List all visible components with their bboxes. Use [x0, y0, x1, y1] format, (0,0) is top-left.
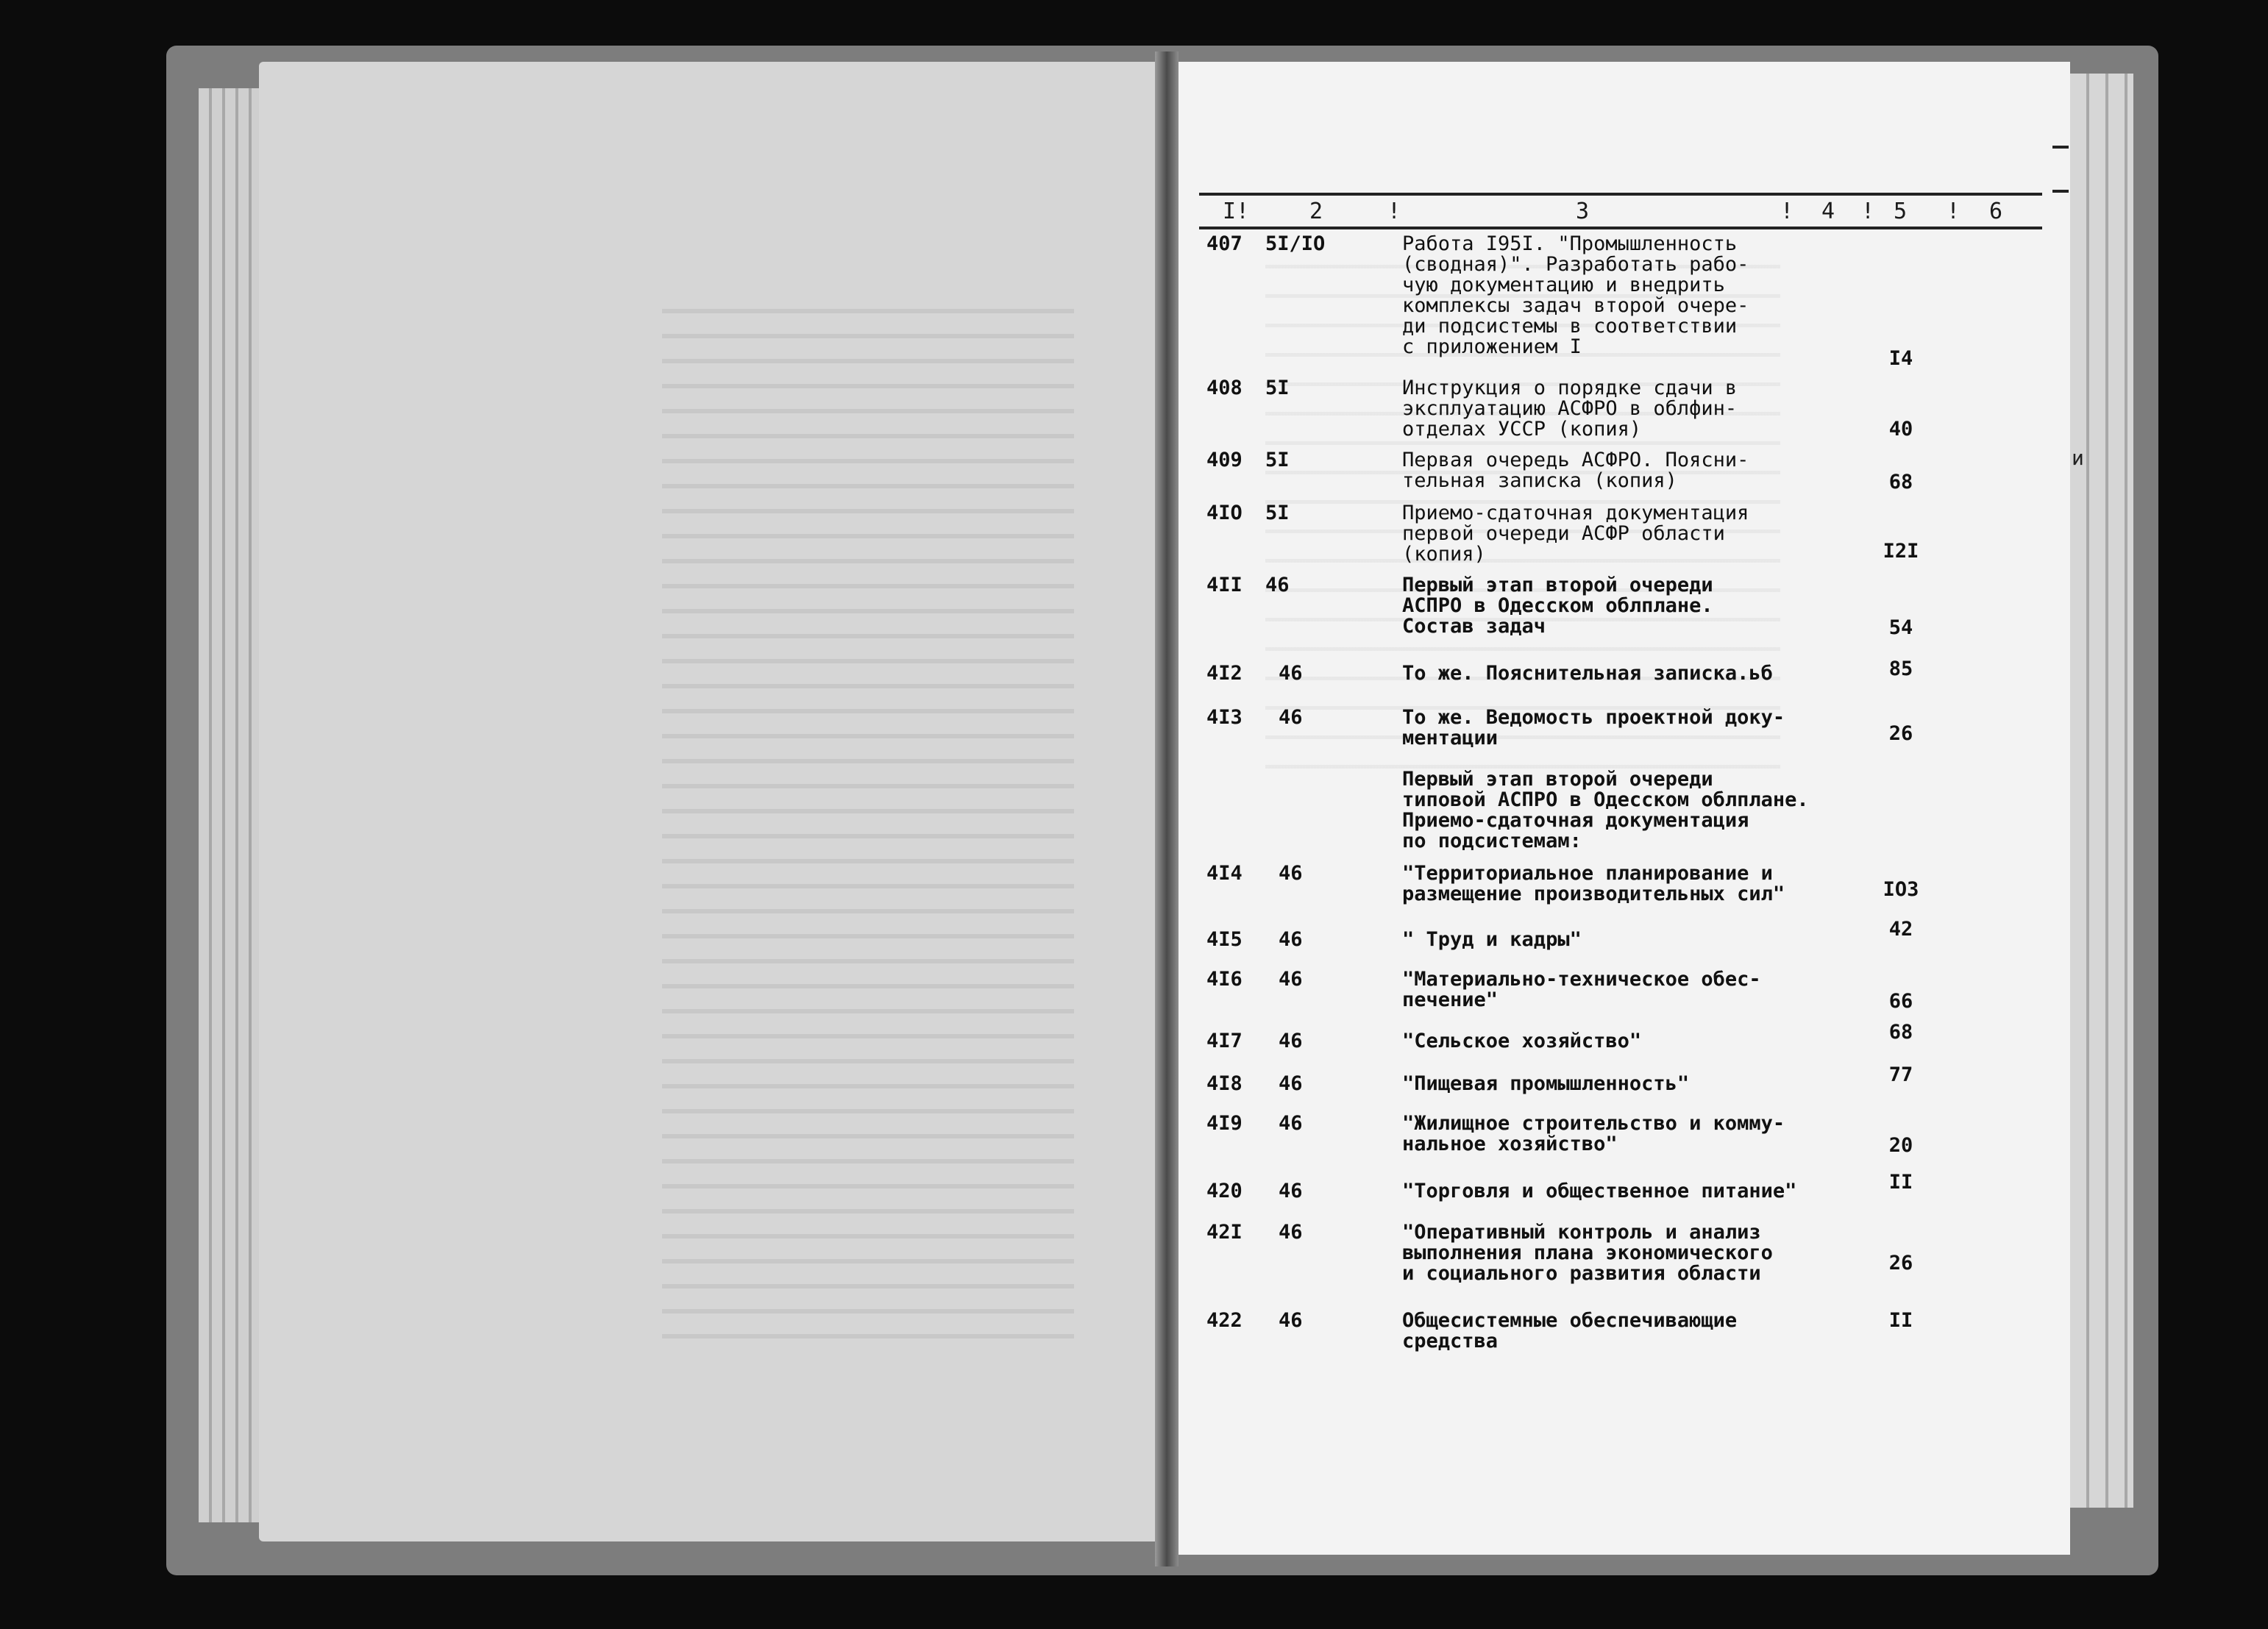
row-col-2: 46	[1279, 1309, 1303, 1332]
row-description: "Сельское хозяйство"	[1402, 1030, 1642, 1052]
header-col-2: 2	[1309, 199, 1323, 224]
row-page-count: 54	[1888, 616, 1913, 639]
row-page-count: 85	[1888, 657, 1913, 680]
header-col-6: 6	[1989, 199, 2003, 224]
row-page-count: 20	[1888, 1134, 1913, 1157]
row-description: " Труд и кадры"	[1402, 928, 1582, 951]
row-description: Общесистемные обеспечивающие средства	[1402, 1309, 1738, 1352]
row-page-count: 66	[1888, 990, 1913, 1013]
row-description: "Территориальное планирование и размещение производительных сил"	[1402, 862, 1785, 905]
row-page-count: 40	[1888, 418, 1913, 441]
row-page-count: 26	[1888, 1252, 1913, 1275]
row-description: Работа I95I. "Промышленность (сводная)". Разработать рабо- чую документацию и внедрить комплексы задач второй очере- ди подсистемы в соответствии с приложением I	[1402, 232, 1749, 358]
header-rule-top	[1199, 193, 2042, 196]
header-col-5: 5	[1894, 199, 1908, 224]
row-page-count: IO3	[1883, 878, 1919, 901]
row-page-count: 68	[1888, 1021, 1913, 1044]
row-page-count: I2I	[1883, 540, 1919, 563]
row-description: "Пищевая промышленность"	[1402, 1072, 1690, 1095]
row-col-2: 5I	[1265, 502, 1290, 524]
row-col-2: 46	[1279, 1072, 1303, 1095]
page-edge-mark	[2052, 190, 2069, 193]
header-col-4: 4	[1821, 199, 1835, 224]
row-description: То же. Ведомость проектной доку- ментации	[1402, 706, 1785, 749]
row-col-2: 5I	[1265, 449, 1290, 471]
row-number: 422	[1206, 1309, 1243, 1332]
row-col-2: 46	[1279, 1112, 1303, 1135]
row-col-2: 46	[1279, 968, 1303, 991]
row-col-2: 46	[1279, 928, 1303, 951]
header-col-3: 3	[1576, 199, 1590, 224]
row-number: 409	[1206, 449, 1243, 471]
header-separator: !	[1947, 199, 1960, 224]
margin-mark: и	[2072, 446, 2084, 470]
row-page-count: 42	[1888, 918, 1913, 941]
row-description: То же. Пояснительная записка.ьб	[1402, 662, 1773, 685]
right-page-edges	[2067, 74, 2133, 1508]
table-header	[1199, 193, 2042, 229]
row-number: 4IO	[1206, 502, 1243, 524]
row-description: "Материально-техническое обес- печение"	[1402, 968, 1761, 1011]
header-rule-bottom	[1199, 227, 2042, 229]
row-number: 407	[1206, 232, 1243, 255]
row-col-2: 46	[1279, 1221, 1303, 1244]
row-description: Первая очередь АСФРО. Поясни- тельная записка (копия)	[1402, 449, 1749, 492]
page-edge-mark	[2052, 146, 2069, 149]
row-col-2: 46	[1279, 862, 1303, 885]
row-col-2: 5I	[1265, 377, 1290, 399]
row-page-count: II	[1888, 1171, 1913, 1194]
row-number: 4I9	[1206, 1112, 1243, 1135]
header-separator: !	[1387, 199, 1401, 224]
row-page-count: 26	[1888, 722, 1913, 745]
row-col-2: 46	[1279, 1030, 1303, 1052]
row-number: 4I8	[1206, 1072, 1243, 1095]
row-number: 420	[1206, 1180, 1243, 1202]
row-number: 408	[1206, 377, 1243, 399]
row-number: 4I2	[1206, 662, 1243, 685]
row-number: 4I3	[1206, 706, 1243, 729]
section-heading-text: Первый этап второй очереди типовой АСПРО в Одесском облплане. Приемо-сдаточная документация по подсистемам:	[1402, 768, 1809, 852]
row-number: 4I6	[1206, 968, 1243, 991]
row-description: "Оперативный контроль и анализ выполнения плана экономического и социального развития области	[1402, 1221, 1773, 1285]
row-number: 4I7	[1206, 1030, 1243, 1052]
header-col-1: I!	[1223, 199, 1250, 224]
row-description: "Торговля и общественное питание"	[1402, 1180, 1797, 1202]
row-page-count: I4	[1888, 347, 1913, 370]
row-page-count: II	[1888, 1309, 1913, 1332]
row-description: "Жилищное строительство и комму- нальное хозяйство"	[1402, 1112, 1785, 1155]
row-number: 4I4	[1206, 862, 1243, 885]
row-number: 4I5	[1206, 928, 1243, 951]
row-description: Первый этап второй очереди АСПРО в Одесском облплане. Состав задач	[1402, 574, 1713, 638]
header-separator: !	[1861, 199, 1875, 224]
row-col-2: 46	[1265, 574, 1290, 596]
row-description: Приемо-сдаточная документация первой очереди АСФР области (копия)	[1402, 502, 1749, 566]
row-col-2: 46	[1279, 1180, 1303, 1202]
row-number: 4II	[1206, 574, 1243, 596]
row-col-2: 5I/IO	[1265, 232, 1326, 255]
left-page-bleed-through	[662, 309, 1074, 1339]
book-gutter	[1155, 51, 1179, 1566]
row-col-2: 46	[1279, 662, 1303, 685]
row-description: Инструкция о порядке сдачи в эксплуатацию АСФРО в облфин- отделах УССР (копия)	[1402, 377, 1738, 441]
row-col-2: 46	[1279, 706, 1303, 729]
row-page-count: 68	[1888, 471, 1913, 493]
row-page-count: 77	[1888, 1063, 1913, 1086]
row-number: 42I	[1206, 1221, 1243, 1244]
header-separator: !	[1780, 199, 1794, 224]
